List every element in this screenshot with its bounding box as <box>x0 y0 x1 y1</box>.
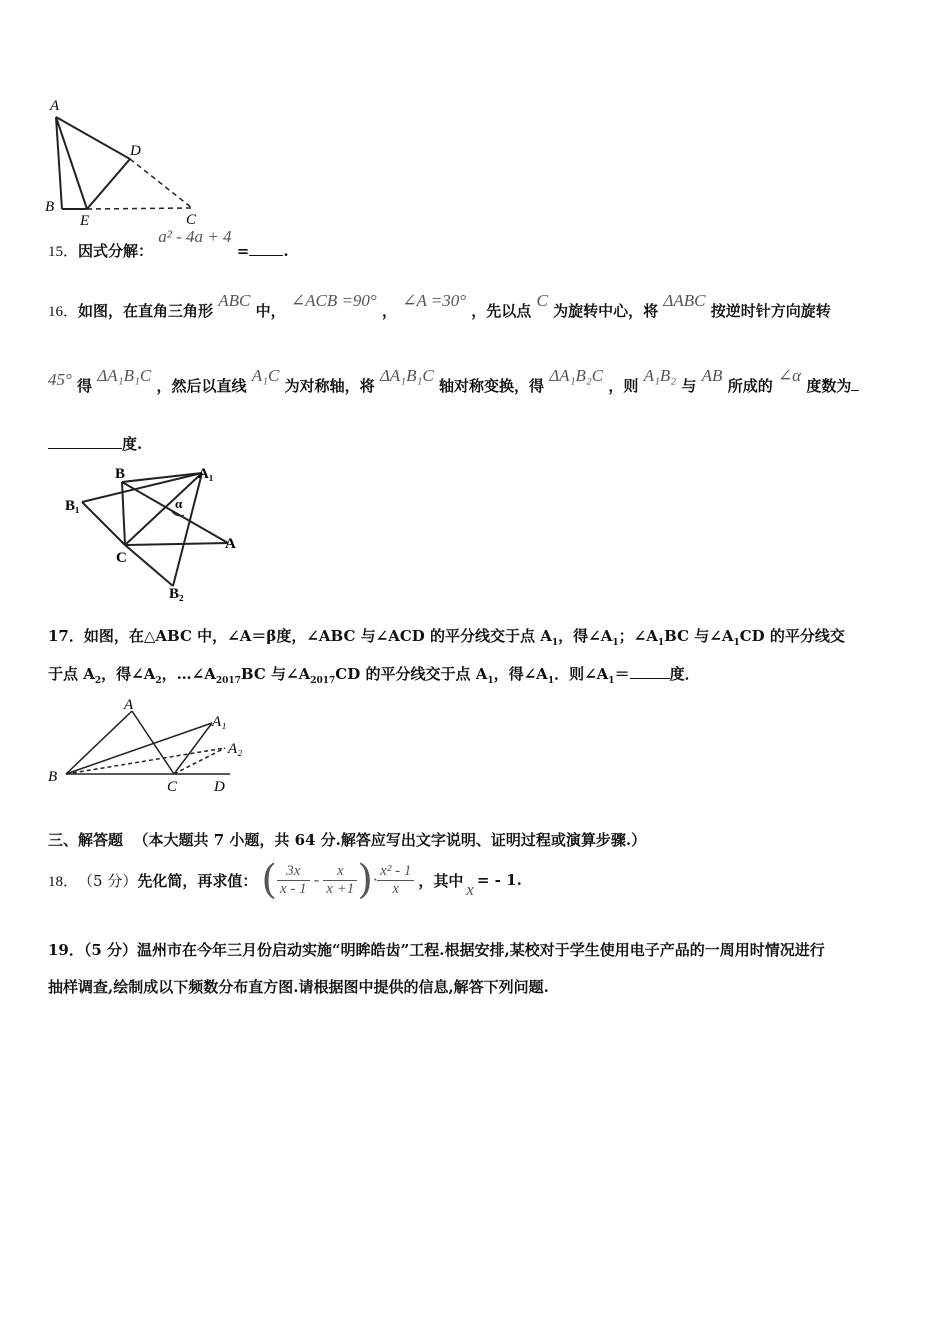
question-16-line-2: 45° 得 ΔA₁B₁C ，然后以直线 A₁C 为对称轴，将 ΔA₁B₁C 轴对称变换，得 ΔA₁B₂C ，则 A₁B₂ 与 AB 所成的 ∠α 度数为 <box>48 375 859 396</box>
label-B: B <box>115 466 126 482</box>
label-A1: A₁ <box>212 714 227 730</box>
label-B1: B₁ <box>65 498 80 514</box>
question-16-line-1: 16．如图，在直角三角形 ABC 中， ∠ACB =90° ， ∠A =30° ，先以点 C 为旋转中心，将 ΔABC 按逆时针方向旋转 <box>48 291 831 320</box>
label-A1: A₁ <box>198 466 214 482</box>
question-19-line-2: 抽样调查,绘制成以下频数分布直方图.请根据图中提供的信息,解答下列问题. <box>48 978 549 996</box>
label-C: C <box>116 550 127 566</box>
label-A: A <box>124 697 134 713</box>
label-alpha: α <box>175 496 183 511</box>
question-17-line-2: 于点 $A_2$，得$\angle A_2$，$\dots\angle A_{2017}BC$ 与$\angle A_{2017}CD$ 的平分线交于点 $A_1$，得$\angle A_1$．则$\angle A_1=$ 度． <box>48 665 700 686</box>
label-D: D <box>130 143 141 159</box>
section-3-heading: 三、解答题 （本大题共 7 小题，共 64 分.解答应写出文字说明、证明过程或演算步骤.） <box>48 831 647 849</box>
label-C: C <box>186 212 197 228</box>
question-17-line-1: 17．如图，在△ABC 中，∠A＝β度，∠ABC 与∠ACD 的平分线交于点 $A_1$，得$\angle A_1$；$\angle A_1BC$ 与$\angle A_1CD$ 的平分线交 <box>48 627 845 648</box>
question-18: 18． （5 分） 先化简，再求值： ( 3x x - 1 - x x +1 ) · x² - 1 x ，其中 x = - 1. <box>48 857 522 903</box>
q15-expression: a² - 4a + 4 <box>158 227 232 246</box>
question-16-line-3: 度. <box>48 433 142 454</box>
label-A: A <box>50 98 60 114</box>
figure-q16-rotation <box>60 460 250 610</box>
question-19-line-1: 19．（5 分）温州市在今年三月份启动实施“明眸皓齿”工程.根据安排,某校对于学生使用电子产品的一周用时情况进行 <box>48 941 825 959</box>
label-B2: B₂ <box>169 586 184 602</box>
figure-q14-triangle <box>40 95 210 230</box>
question-15: 15．因式分解： a² - 4a + 4 = . <box>48 227 289 260</box>
figure-q17-bisectors <box>42 695 262 800</box>
label-A2: A₂ <box>228 741 243 757</box>
label-D: D <box>214 779 225 795</box>
label-B: B <box>45 199 55 215</box>
label-C: C <box>167 779 178 795</box>
label-B: B <box>48 769 58 785</box>
label-A: A <box>225 536 236 552</box>
label-E: E <box>80 213 90 229</box>
